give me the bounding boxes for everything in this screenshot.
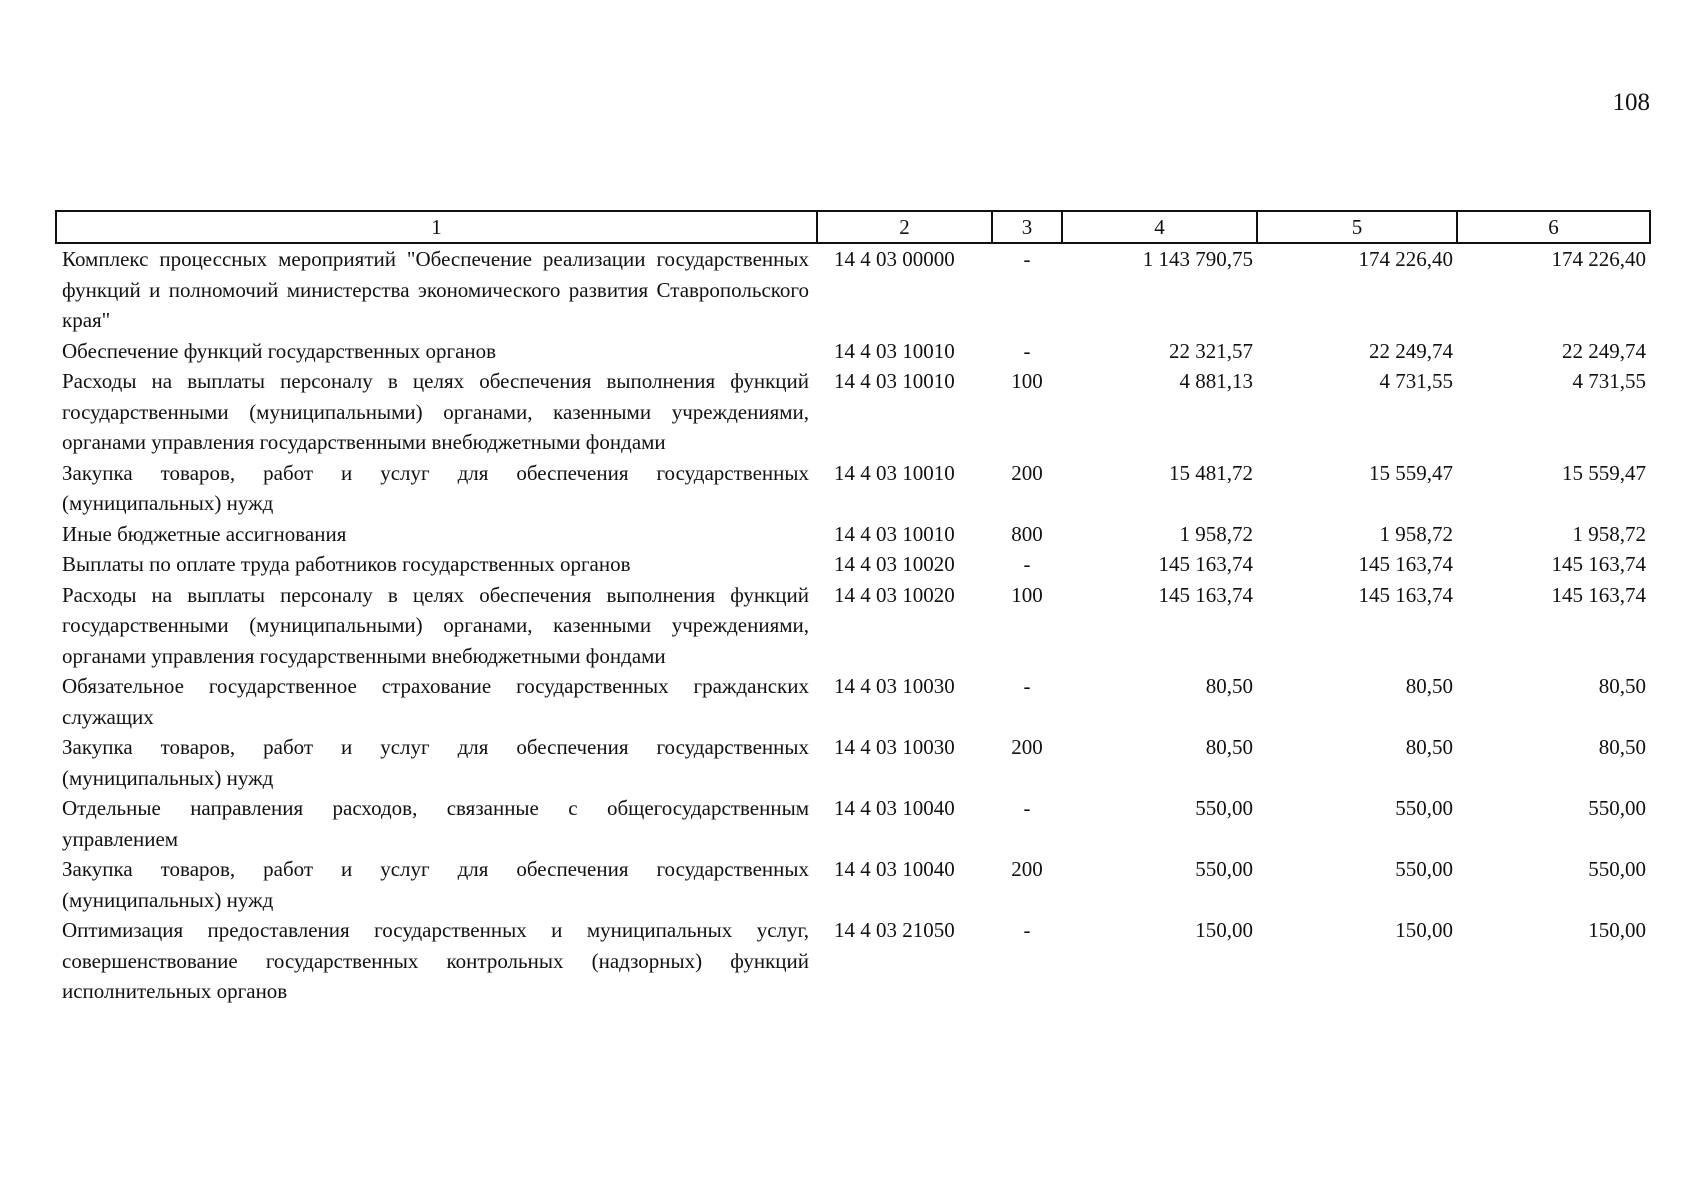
row-name-cell: Иные бюджетные ассигнования bbox=[62, 521, 347, 546]
row-code-cell: 14 4 03 10030 bbox=[834, 674, 955, 698]
row-amount-col4-cell: 1 143 790,75 bbox=[1142, 247, 1253, 271]
row-amount-col5-cell: 174 226,40 bbox=[1358, 247, 1453, 271]
row-amount-col6-cell: 22 249,74 bbox=[1562, 338, 1646, 363]
table-row bbox=[56, 732, 1650, 793]
row-amount-col5-cell: 550,00 bbox=[1395, 857, 1453, 881]
table-row bbox=[56, 519, 1650, 550]
row-name-cell: Оптимизация предоставления государственных и муниципальных услуг, совершенствование государственных контрольных (надзорных) функций исполнительных органов bbox=[62, 918, 809, 1003]
column-header-1: 1 bbox=[56, 211, 817, 243]
row-amount-col5-cell: 1 958,72 bbox=[1379, 521, 1453, 546]
row-amount-col6-cell: 1 958,72 bbox=[1572, 521, 1646, 546]
table-row bbox=[56, 366, 1650, 458]
column-header-5: 5 bbox=[1257, 211, 1457, 243]
row-amount-col6-cell: 550,00 bbox=[1588, 857, 1646, 881]
row-amount-col6-cell: 145 163,74 bbox=[1551, 582, 1646, 607]
row-amount-col5-cell: 22 249,74 bbox=[1369, 338, 1453, 363]
row-amount-col5-cell: 4 731,55 bbox=[1379, 369, 1453, 393]
row-expense-type-cell: 200 bbox=[1011, 857, 1043, 881]
row-amount-col4-cell: 145 163,74 bbox=[1158, 582, 1253, 607]
row-name-cell: Обязательное государственное страхование государственных гражданских служащих bbox=[62, 674, 809, 729]
table-body bbox=[56, 243, 1650, 1007]
table-row bbox=[56, 854, 1650, 915]
row-expense-type-cell: 200 bbox=[1011, 460, 1043, 485]
row-expense-type-cell: - bbox=[1023, 796, 1031, 820]
row-amount-col5-cell: 550,00 bbox=[1395, 796, 1453, 820]
row-expense-type-cell: - bbox=[1023, 247, 1031, 271]
row-name-cell: Обеспечение функций государственных органов bbox=[62, 338, 497, 363]
row-expense-type-cell: 800 bbox=[1011, 521, 1043, 546]
row-code-cell: 14 4 03 00000 bbox=[834, 247, 955, 271]
row-amount-col6-cell: 145 163,74 bbox=[1551, 552, 1646, 576]
row-amount-col4-cell: 550,00 bbox=[1195, 857, 1253, 881]
header-row bbox=[56, 211, 1650, 243]
row-name-cell: Закупка товаров, работ и услуг для обеспечения государственных (муниципальных) нужд bbox=[62, 735, 809, 790]
row-amount-col4-cell: 4 881,13 bbox=[1179, 369, 1253, 393]
row-code-cell: 14 4 03 10040 bbox=[834, 796, 955, 820]
row-amount-col4-cell: 15 481,72 bbox=[1169, 460, 1253, 485]
row-amount-col6-cell: 174 226,40 bbox=[1551, 247, 1646, 271]
row-amount-col4-cell: 550,00 bbox=[1195, 796, 1253, 820]
table-row bbox=[56, 580, 1650, 672]
row-name-cell: Расходы на выплаты персоналу в целях обеспечения выполнения функций государственными (муниципальными) органами, казенными учреждениями, органами управления государственными внебюджетными фондами bbox=[62, 582, 809, 668]
row-amount-col6-cell: 150,00 bbox=[1588, 918, 1646, 942]
row-amount-col5-cell: 145 163,74 bbox=[1358, 582, 1453, 607]
row-amount-col6-cell: 15 559,47 bbox=[1562, 460, 1646, 485]
row-code-cell: 14 4 03 10010 bbox=[834, 460, 955, 485]
table-header bbox=[56, 211, 1650, 243]
budget-table bbox=[55, 210, 1651, 1007]
row-code-cell: 14 4 03 10020 bbox=[834, 582, 955, 607]
row-amount-col5-cell: 15 559,47 bbox=[1369, 460, 1453, 485]
column-header-6: 6 bbox=[1457, 211, 1650, 243]
row-name-cell: Закупка товаров, работ и услуг для обеспечения государственных (муниципальных) нужд bbox=[62, 857, 809, 912]
row-amount-col4-cell: 22 321,57 bbox=[1169, 338, 1253, 363]
row-amount-col5-cell: 145 163,74 bbox=[1358, 552, 1453, 576]
table-row bbox=[56, 549, 1650, 580]
row-code-cell: 14 4 03 10030 bbox=[834, 735, 955, 759]
table-row bbox=[56, 458, 1650, 519]
row-code-cell: 14 4 03 10020 bbox=[834, 552, 955, 576]
row-amount-col4-cell: 145 163,74 bbox=[1158, 552, 1253, 576]
row-expense-type-cell: 100 bbox=[1011, 582, 1043, 607]
row-code-cell: 14 4 03 10010 bbox=[834, 369, 955, 393]
table-row bbox=[56, 243, 1650, 336]
row-name-cell: Комплекс процессных мероприятий "Обеспечение реализации государственных функций и полномочий министерства экономического развития Ставропольского края" bbox=[62, 247, 809, 332]
column-header-2: 2 bbox=[817, 211, 992, 243]
row-expense-type-cell: 200 bbox=[1011, 735, 1043, 759]
row-amount-col6-cell: 4 731,55 bbox=[1572, 369, 1646, 393]
row-amount-col6-cell: 80,50 bbox=[1598, 674, 1646, 698]
table-row bbox=[56, 671, 1650, 732]
row-expense-type-cell: - bbox=[1023, 338, 1031, 363]
row-amount-col4-cell: 80,50 bbox=[1205, 735, 1253, 759]
table-row bbox=[56, 915, 1650, 1007]
row-name-cell: Закупка товаров, работ и услуг для обеспечения государственных (муниципальных) нужд bbox=[62, 460, 809, 515]
row-amount-col6-cell: 550,00 bbox=[1588, 796, 1646, 820]
row-amount-col4-cell: 1 958,72 bbox=[1179, 521, 1253, 546]
row-expense-type-cell: - bbox=[1023, 918, 1031, 942]
row-amount-col5-cell: 80,50 bbox=[1405, 674, 1453, 698]
row-amount-col4-cell: 150,00 bbox=[1195, 918, 1253, 942]
row-expense-type-cell: - bbox=[1023, 552, 1031, 576]
row-name-cell: Отдельные направления расходов, связанные с общегосударственным управлением bbox=[62, 796, 809, 851]
row-name-cell: Выплаты по оплате труда работников государственных органов bbox=[62, 552, 631, 576]
row-amount-col5-cell: 150,00 bbox=[1395, 918, 1453, 942]
column-header-3: 3 bbox=[992, 211, 1062, 243]
row-expense-type-cell: 100 bbox=[1011, 369, 1043, 393]
row-expense-type-cell: - bbox=[1023, 674, 1031, 698]
table-row bbox=[56, 336, 1650, 367]
row-amount-col6-cell: 80,50 bbox=[1598, 735, 1646, 759]
row-code-cell: 14 4 03 10010 bbox=[834, 338, 955, 363]
page-number: 108 bbox=[1612, 89, 1650, 116]
table-row bbox=[56, 793, 1650, 854]
row-code-cell: 14 4 03 10040 bbox=[834, 857, 955, 881]
row-code-cell: 14 4 03 10010 bbox=[834, 521, 955, 546]
row-amount-col4-cell: 80,50 bbox=[1205, 674, 1253, 698]
column-header-4: 4 bbox=[1062, 211, 1257, 243]
row-name-cell: Расходы на выплаты персоналу в целях обеспечения выполнения функций государственными (муниципальными) органами, казенными учреждениями, органами управления государственными внебюджетными фондами bbox=[62, 369, 809, 454]
row-code-cell: 14 4 03 21050 bbox=[834, 918, 955, 942]
row-amount-col5-cell: 80,50 bbox=[1405, 735, 1453, 759]
